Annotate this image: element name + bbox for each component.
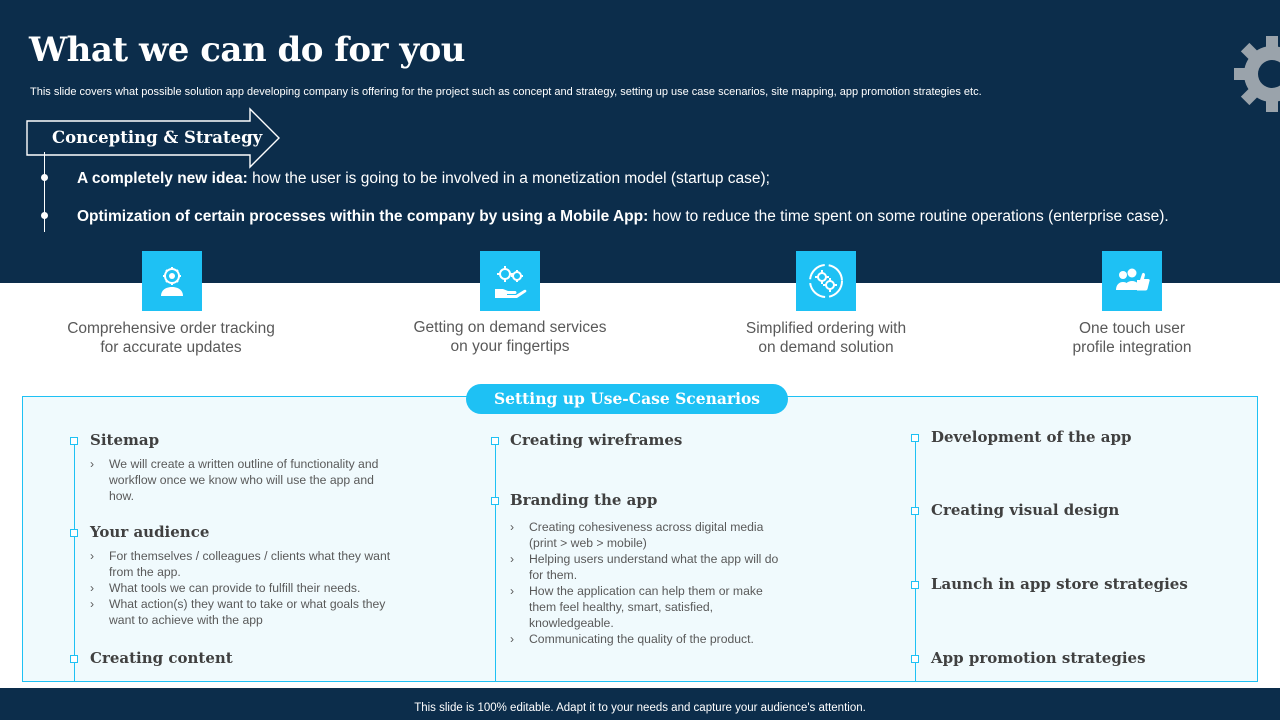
user-gear-icon	[155, 264, 189, 298]
use-case-title: Setting up Use-Case Scenarios	[466, 384, 788, 414]
page-subtitle: This slide covers what possible solution app developing company is offering for the project such as concept and strategy, setting up use case scenarios, site mapping, app promotion strategies etc.	[30, 86, 982, 98]
feature-1-tile	[142, 251, 202, 311]
concept-bullet-2: Optimization of certain processes within the company by using a Mobile App: how to reduce the time spent on some routine operations (enterprise case).	[77, 208, 1169, 225]
launch-heading: Launch in app store strategies	[931, 575, 1188, 593]
timeline-node	[70, 655, 78, 663]
feature-2-text: Getting on demand services on your fingertips	[413, 319, 607, 355]
feature-4-tile	[1102, 251, 1162, 311]
bullet-dot	[41, 174, 48, 181]
content-heading: Creating content	[90, 649, 233, 667]
list-item: › What tools we can provide to fulfill their needs.	[90, 580, 400, 596]
audience-heading: Your audience	[90, 523, 210, 541]
visual-design-heading: Creating visual design	[931, 501, 1120, 519]
list-item: › For themselves / colleagues / clients what they want from the app.	[90, 548, 400, 580]
timeline-node	[70, 529, 78, 537]
timeline-node	[911, 581, 919, 589]
list-item: › Helping users understand what the app will do for them.	[510, 551, 790, 583]
feature-2-tile	[480, 251, 540, 311]
column-2-timeline	[495, 440, 496, 682]
timeline-node	[491, 497, 499, 505]
bullet-dot	[41, 212, 48, 219]
sitemap-heading: Sitemap	[90, 431, 160, 449]
timeline-node	[491, 437, 499, 445]
footer: This slide is 100% editable. Adapt it to your needs and capture your audience's attention.	[0, 688, 1280, 720]
wireframes-heading: Creating wireframes	[510, 431, 683, 449]
timeline-node	[911, 655, 919, 663]
branding-heading: Branding the app	[510, 491, 658, 509]
team-thumbs-up-icon	[1113, 264, 1151, 298]
timeline-node	[911, 434, 919, 442]
feature-4-text: One touch user profile integration	[1072, 320, 1192, 356]
timeline-node	[70, 437, 78, 445]
timeline-node	[911, 507, 919, 515]
feature-1-text: Comprehensive order tracking for accurate updates	[67, 320, 275, 356]
audience-list	[90, 548, 400, 628]
list-item: › What action(s) they want to take or what goals they want to achieve with the app	[90, 596, 400, 628]
list-item: › Creating cohesiveness across digital media (print > web > mobile)	[510, 519, 790, 551]
gear-icon	[1232, 34, 1280, 114]
development-heading: Development of the app	[931, 428, 1132, 446]
bullet-timeline	[44, 152, 45, 232]
list-item: › Communicating the quality of the product.	[510, 631, 790, 647]
column-3-timeline	[915, 438, 916, 682]
page-title: What we can do for you	[29, 30, 465, 70]
gears-circle-icon	[807, 262, 845, 300]
header-section	[0, 0, 1280, 283]
feature-3-tile	[796, 251, 856, 311]
promotion-heading: App promotion strategies	[931, 649, 1146, 667]
list-item: › We will create a written outline of functionality and workflow once we know who will use the app and how.	[90, 456, 380, 504]
concept-bullet-1: A completely new idea: how the user is going to be involved in a monetization model (startup case);	[77, 170, 770, 187]
feature-3-text: Simplified ordering with on demand solution	[745, 320, 907, 356]
branding-list	[510, 519, 790, 647]
column-1-timeline	[74, 440, 75, 682]
concepting-label: Concepting & Strategy	[52, 128, 263, 147]
hand-gears-icon	[492, 263, 528, 299]
sitemap-list	[90, 456, 380, 504]
list-item: › How the application can help them or make them feel healthy, smart, satisfied, knowledgeable.	[510, 583, 790, 631]
